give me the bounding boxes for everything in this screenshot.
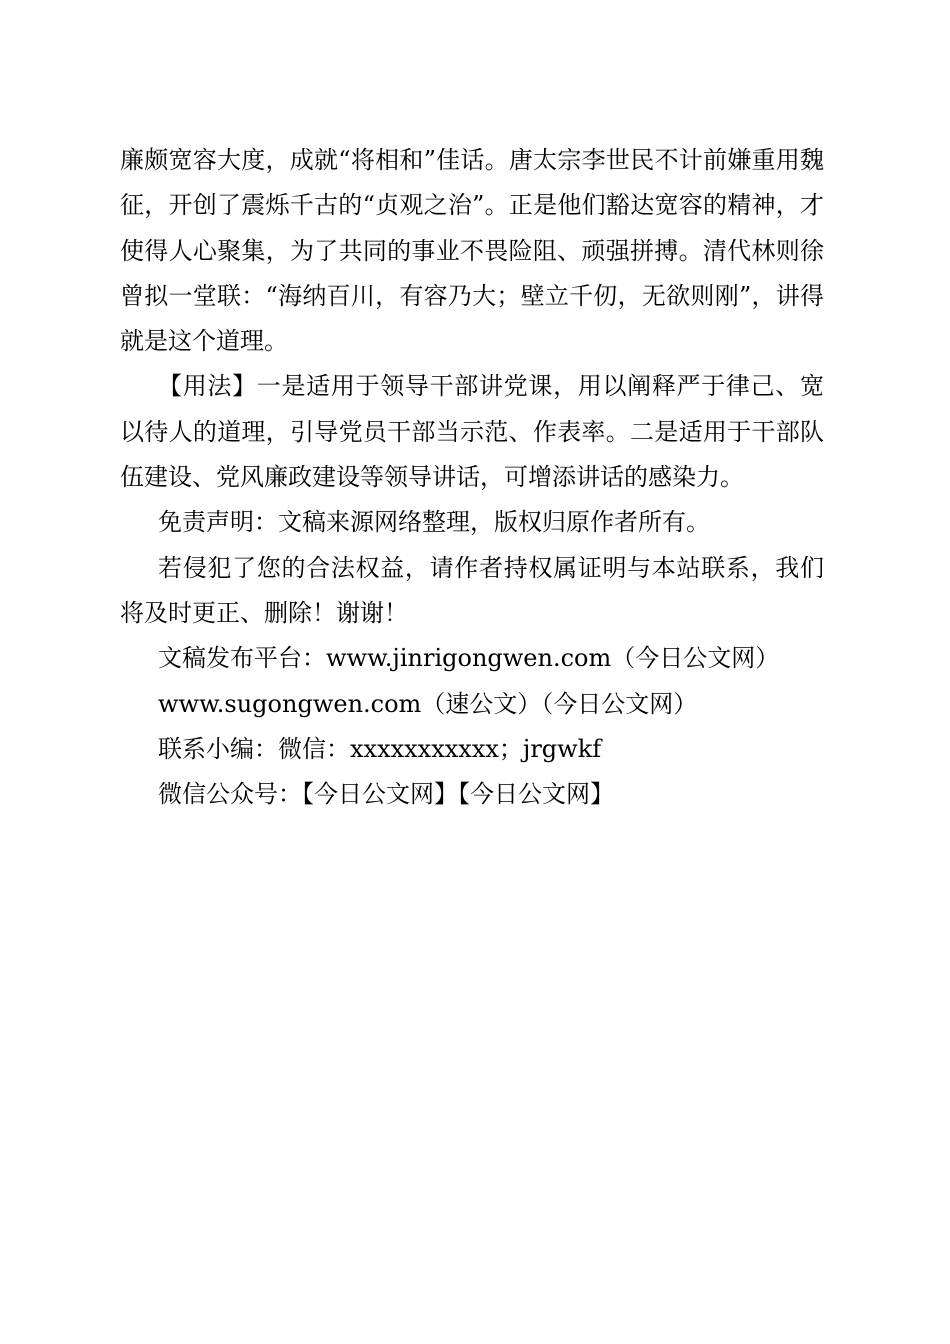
paragraph-disclaimer: 免责声明：文稿来源网络整理，版权归原作者所有。	[158, 508, 710, 537]
footer-site-line: www.sugongwen.com（速公文）（今日公文网）	[158, 689, 698, 718]
document-body	[120, 138, 824, 817]
footer-wechat-line: 微信公众号：【今日公文网】【今日公文网】	[158, 780, 614, 809]
footer-contact-line: 联系小编：微信：xxxxxxxxxxx；jrgwkf	[158, 734, 602, 763]
footer-platform-line: 文稿发布平台：www.jinrigongwen.com（今日公文网）	[158, 644, 780, 673]
paragraph-usage: 【用法】一是适用于领导干部讲党课，用以阐释严于律己、宽以待人的道理，引导党员干部当示范、作表率。二是适用于干部队伍建设、党风廉政建设等领导讲话，可增添讲话的感染力。	[120, 372, 824, 492]
paragraph-infringement: 若侵犯了您的合法权益，请作者持权属证明与本站联系，我们将及时更正、删除！谢谢！	[120, 553, 824, 627]
paragraph-story: 廉颇宽容大度，成就“将相和”佳话。唐太宗李世民不计前嫌重用魏征，开创了震烁千古的“贞观之治”。正是他们豁达宽容的精神，才使得人心聚集，为了共同的事业不畏险阻、顽强拼搏。清代林则徐曾拟一堂联：“海纳百川，有容乃大；壁立千仞，无欲则刚”，讲得就是这个道理。	[120, 146, 824, 356]
